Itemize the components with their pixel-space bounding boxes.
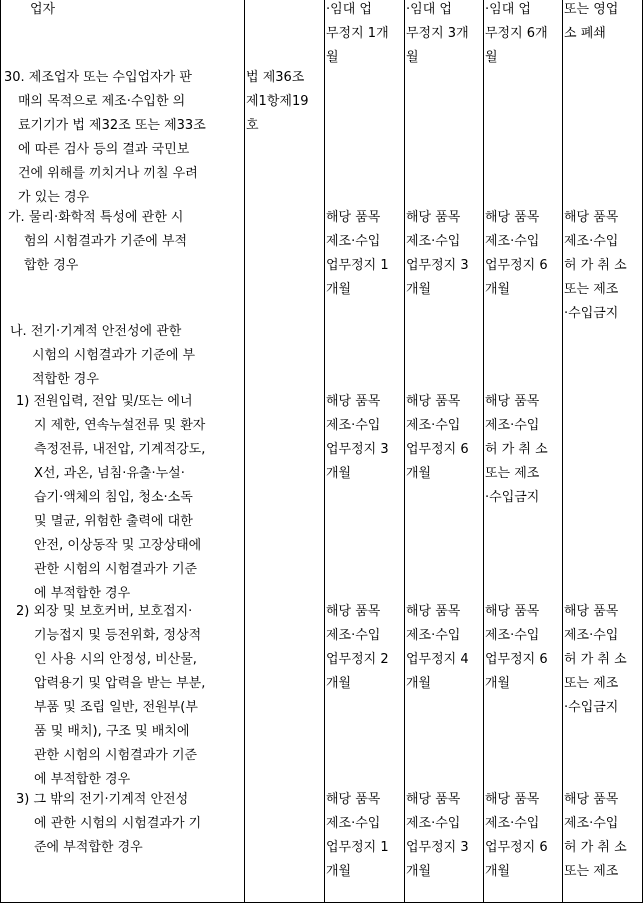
penalty-line: 제조·수입 [564, 234, 619, 249]
description-line: 1) 전원입력, 전압 및/또는 에너 [16, 394, 193, 409]
penalty-line: 해당 품목 [326, 792, 381, 807]
description-line: 준에 부적합한 경우 [34, 840, 143, 855]
penalty-line: 월 [485, 50, 498, 65]
penalty-line: 개월 [326, 864, 352, 879]
penalty-line: 해당 품목 [564, 210, 619, 225]
penalty-line: 소 폐쇄 [564, 26, 606, 41]
penalty-line: 업무정지 6 [485, 258, 548, 273]
table-border-left [0, 0, 1, 903]
penalty-line: 해당 품목 [406, 394, 461, 409]
description-line: 측정전류, 내전압, 기계적강도, [34, 442, 206, 457]
penalty-line: 해당 품목 [406, 604, 461, 619]
penalty-line: 해당 품목 [485, 604, 540, 619]
penalty-line: 업무정지 6 [406, 442, 469, 457]
penalty-line: 업무정지 4 [406, 652, 469, 667]
column-divider [244, 0, 245, 903]
description-line: 에 부적합한 경우 [34, 586, 131, 601]
description-line: 부품 및 조립 일반, 전원부(부 [34, 700, 198, 715]
penalty-line: 개월 [326, 676, 352, 691]
description-line: 인 사용 시의 안정성, 비산물, [34, 652, 197, 667]
penalty-line: 허 가 취 소 [485, 442, 548, 457]
penalty-line: 업무정지 6 [485, 652, 548, 667]
penalty-line: ·임대 업 [406, 2, 452, 17]
column-divider [404, 0, 405, 903]
penalty-line: 업무정지 3 [406, 258, 469, 273]
description-line: 합한 경우 [24, 258, 79, 273]
penalty-line: 해당 품목 [564, 792, 619, 807]
description-line: 기능접지 및 등전위화, 정상적 [34, 628, 202, 643]
description-line: 적합한 경우 [32, 372, 99, 387]
penalty-line: 제조·수입 [406, 816, 461, 831]
penalty-line: 제조·수입 [564, 816, 619, 831]
penalty-line: 또는 제조 [564, 864, 619, 879]
description-line: 가. 물리·화학적 특성에 관한 시 [8, 210, 184, 225]
description-line: 가 있는 경우 [18, 190, 90, 205]
penalty-line: ·수입금지 [485, 490, 540, 505]
penalty-line: 제조·수입 [326, 816, 381, 831]
column-divider [483, 0, 484, 903]
description-line: 에 관한 시험의 시험결과가 기 [34, 816, 202, 831]
description-line: 3) 그 밖의 전기·기계적 안전성 [16, 792, 189, 807]
law-reference-line: 제1항제19 [246, 94, 309, 109]
penalty-line: 또는 제조 [564, 676, 619, 691]
penalty-line: 해당 품목 [406, 210, 461, 225]
penalty-line: ·수입금지 [564, 306, 619, 321]
column-divider [324, 0, 325, 903]
penalty-line: 해당 품목 [564, 604, 619, 619]
penalty-line: ·임대 업 [326, 2, 372, 17]
description-line: 건에 위해를 끼치거나 끼칠 우려 [18, 166, 198, 181]
penalty-line: 업무정지 1 [326, 258, 389, 273]
penalty-line: ·임대 업 [485, 2, 531, 17]
penalty-line: 업무정지 3 [326, 442, 389, 457]
penalty-line: 개월 [485, 676, 511, 691]
penalty-line: 제조·수입 [326, 234, 381, 249]
penalty-line: 허 가 취 소 [564, 258, 627, 273]
penalty-line: 허 가 취 소 [564, 840, 627, 855]
penalty-line: 해당 품목 [326, 394, 381, 409]
description-line: 2) 외장 및 보호커버, 보호접지· [16, 604, 193, 619]
description-line: 및 멸균, 위험한 출력에 대한 [34, 514, 193, 529]
description-line: 압력용기 및 압력을 받는 부분, [34, 676, 206, 691]
description-line: 료기기가 법 제32조 또는 제33조 [18, 118, 206, 133]
penalty-line: 제조·수입 [406, 418, 461, 433]
penalty-line: 제조·수입 [564, 628, 619, 643]
penalty-line: 무정지 3개 [406, 26, 469, 41]
column-divider [562, 0, 563, 903]
penalty-line: 또는 제조 [485, 466, 540, 481]
penalty-line: 또는 영업 [564, 2, 619, 17]
description-line: 시험의 시험결과가 기준에 부 [32, 348, 196, 363]
penalty-line: 해당 품목 [485, 394, 540, 409]
penalty-line: 월 [326, 50, 339, 65]
penalty-line: 해당 품목 [326, 210, 381, 225]
penalty-line: 또는 제조 [564, 282, 619, 297]
penalty-line: 제조·수입 [326, 628, 381, 643]
penalty-line: 해당 품목 [485, 210, 540, 225]
description-line: 나. 전기·기계적 안전성에 관한 [10, 324, 182, 339]
description-line: 관한 시험의 시험결과가 기준 [34, 748, 198, 763]
description-line: 매의 목적으로 제조·수입한 의 [18, 94, 186, 109]
penalty-line: 제조·수입 [485, 234, 540, 249]
penalty-line: 업무정지 1 [326, 840, 389, 855]
penalty-line: 개월 [406, 676, 432, 691]
penalty-line: 업무정지 3 [406, 840, 469, 855]
penalty-line: 개월 [326, 466, 352, 481]
description-line: 험의 시험결과가 기준에 부적 [24, 234, 188, 249]
penalty-line: 해당 품목 [406, 792, 461, 807]
law-reference-line: 법 제36조 [246, 70, 305, 85]
penalty-line: 해당 품목 [326, 604, 381, 619]
penalty-line: 제조·수입 [485, 816, 540, 831]
penalty-line: 제조·수입 [326, 418, 381, 433]
penalty-line: 무정지 1개 [326, 26, 389, 41]
description-line: 지 제한, 연속누설전류 및 환자 [34, 418, 206, 433]
description-line: 에 부적합한 경우 [34, 772, 131, 787]
penalty-line: 제조·수입 [406, 234, 461, 249]
description-line: 30. 제조업자 또는 수입업자가 판 [4, 70, 192, 85]
penalty-line: 업무정지 2 [326, 652, 389, 667]
penalty-line: 해당 품목 [485, 792, 540, 807]
penalty-line: 제조·수입 [485, 418, 540, 433]
description-line: 품 및 배치), 구조 및 배치에 [34, 724, 190, 739]
description-line: 업자 [30, 2, 56, 17]
penalty-line: 개월 [406, 466, 432, 481]
penalty-line: 제조·수입 [406, 628, 461, 643]
description-line: 에 따른 검사 등의 결과 국민보 [18, 142, 190, 157]
penalty-line: 개월 [406, 864, 432, 879]
penalty-line: 개월 [485, 282, 511, 297]
penalty-line: ·수입금지 [564, 700, 619, 715]
penalty-line: 개월 [326, 282, 352, 297]
penalty-line: 개월 [406, 282, 432, 297]
description-line: 관한 시험의 시험결과가 기준 [34, 562, 198, 577]
description-line: 습기·액체의 침입, 청소·소독 [34, 490, 193, 505]
penalty-line: 업무정지 6 [485, 840, 548, 855]
penalty-line: 개월 [485, 864, 511, 879]
penalty-line: 제조·수입 [485, 628, 540, 643]
penalty-line: 허 가 취 소 [564, 652, 627, 667]
penalty-line: 무정지 6개 [485, 26, 548, 41]
penalty-line: 월 [406, 50, 419, 65]
description-line: X선, 과온, 넘침·유출·누설· [34, 466, 185, 481]
law-reference-line: 호 [246, 118, 259, 133]
description-line: 안전, 이상동작 및 고장상태에 [34, 538, 202, 553]
